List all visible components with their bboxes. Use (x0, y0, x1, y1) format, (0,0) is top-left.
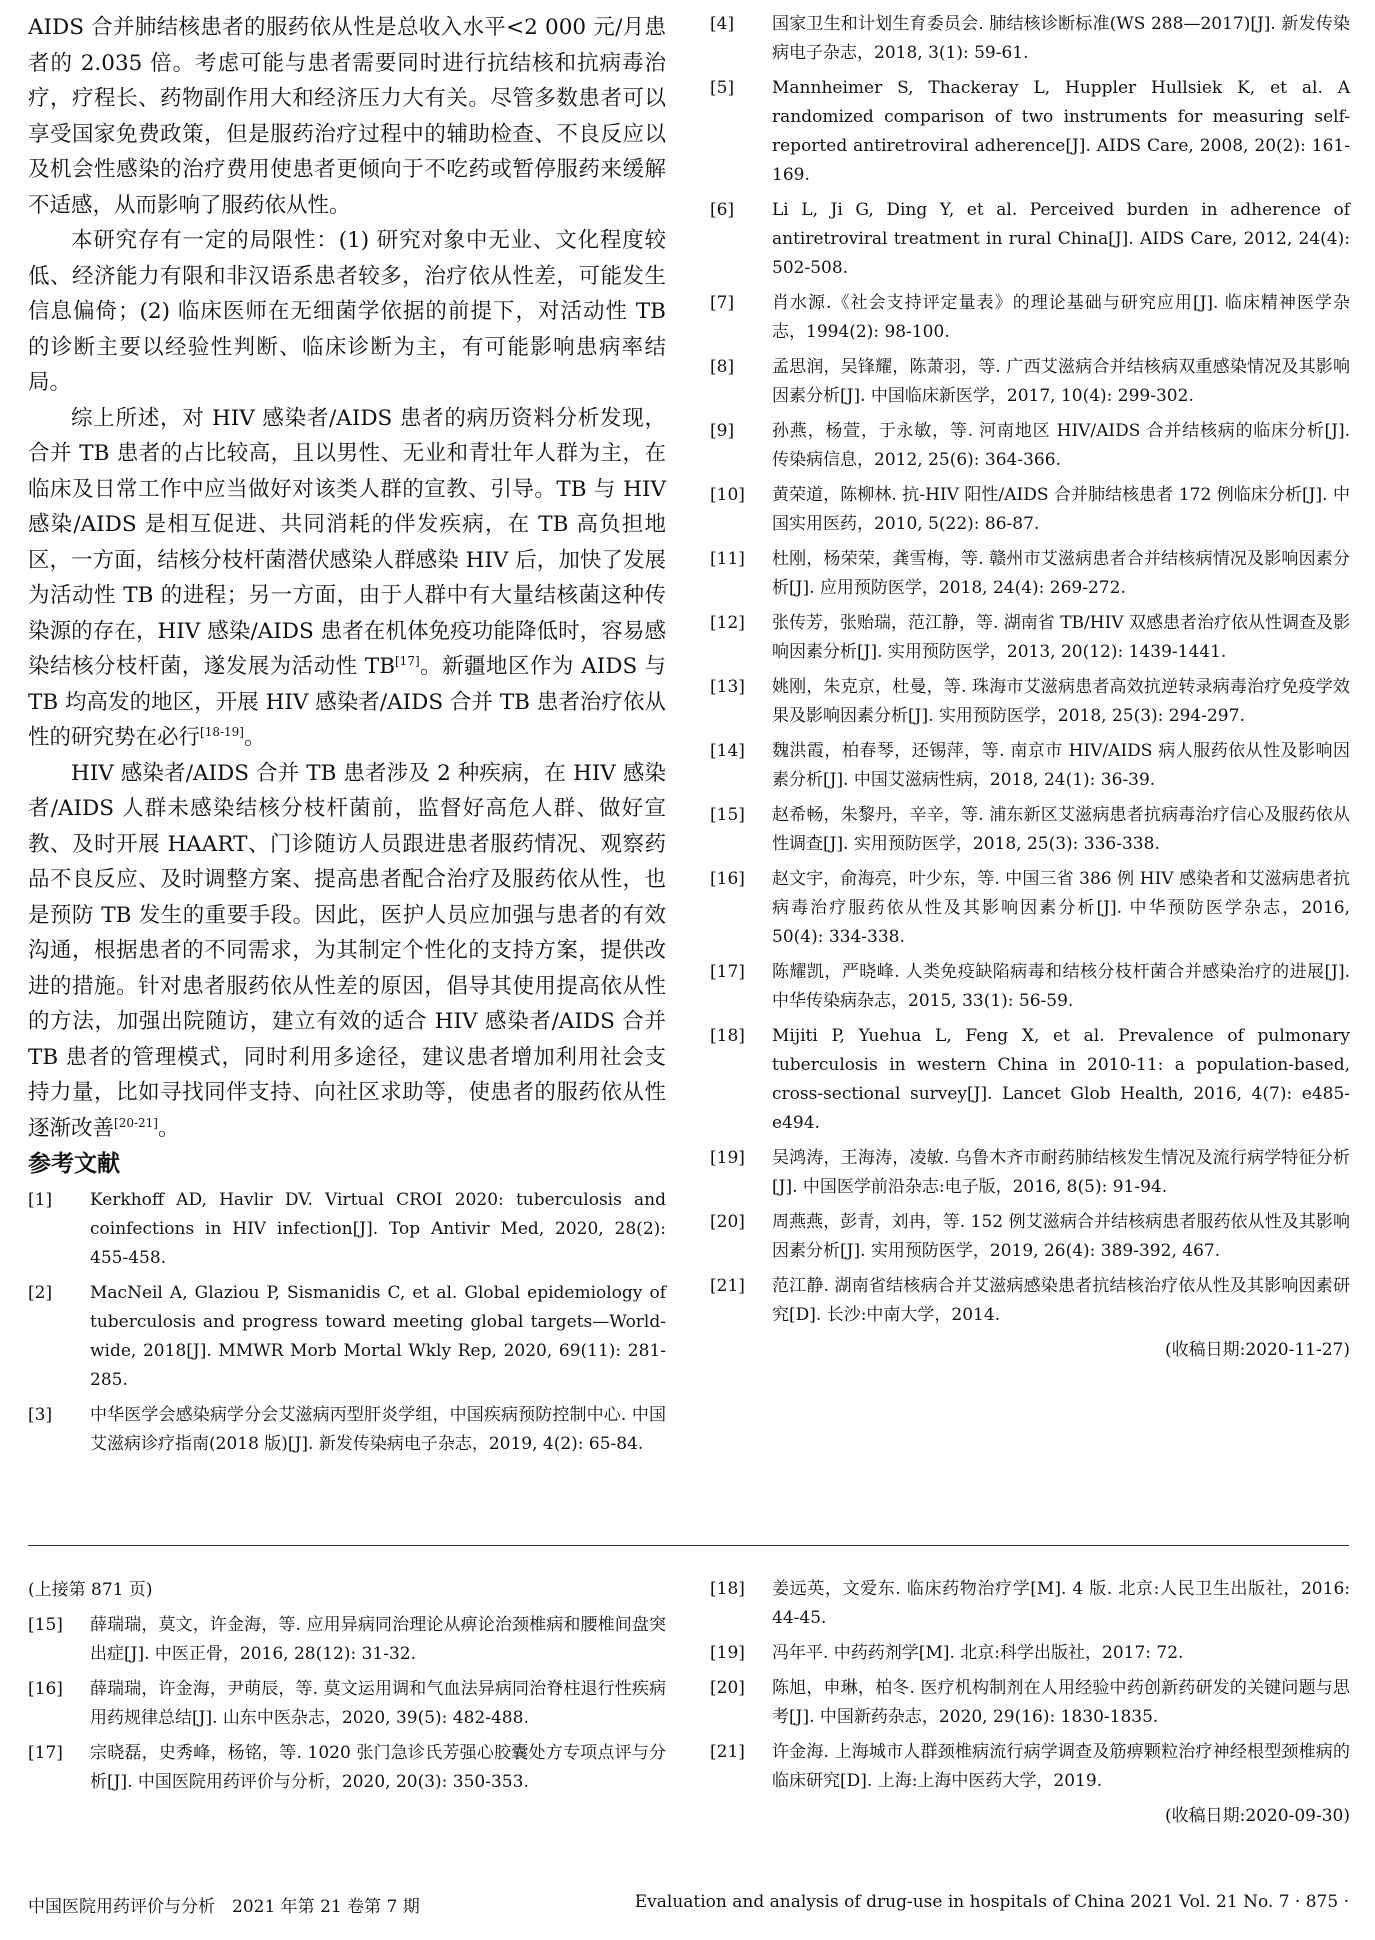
reference-text: 赵希畅，朱黎丹，辛辛，等. 浦东新区艾滋病患者抗病毒治疗信心及服药依从性调查[J]. 实用预防医学，2018, 25(3): 336-338. (772, 805, 1350, 854)
reference-number: [14] (710, 741, 745, 761)
reference-text: 孟思润，吴锋耀，陈萧羽，等. 广西艾滋病合并结核病双重感染情况及其影响因素分析[J]. 中国临床新医学，2017, 10(4): 299-302. (772, 357, 1350, 406)
reference-item (710, 289, 1350, 347)
reference-text: 周燕燕，彭青，刘冉，等. 152 例艾滋病合并结核病患者服药依从性及其影响因素分析[J]. 实用预防医学，2019, 26(4): 389-392, 467. (772, 1212, 1350, 1261)
reference-item (710, 1022, 1350, 1138)
reference-item (710, 1575, 1350, 1633)
reference-text: 孙燕，杨萱，于永敏，等. 河南地区 HIV/AIDS 合并结核病的临床分析[J]. 传染病信息，2012, 25(6): 364-366. (772, 421, 1350, 470)
reference-number: [9] (710, 421, 735, 441)
reference-item (710, 74, 1350, 190)
right-column (710, 10, 1350, 1364)
paragraph-3: 综上所述，对 HIV 感染者/AIDS 患者的病历资料分析发现，合并 TB 患者的占比较高，且以男性、无业和青壮年人群为主，在临床及日常工作中应当做好对该类人群的宣教、引导。TB 与 HIV 感染/AIDS 是相互促进、共同消耗的伴发疾病，在 TB 高负担地区，一方面，结核分枝杆菌潜伏感染人群感染 HIV 后，加快了发展为活动性 TB 的进程；另一方面，由于人群中有大量结核菌这种传染源的存在，HIV 感染/AIDS 患者在机体免疫功能降低时，容易感染结核分枝杆菌，遂发展为活动性 TB[17]。新疆地区作为 AIDS 与 TB 均高发的地区，开展 HIV 感染者/AIDS 合并 TB 患者治疗依从性的研究势在必行[18-19]。 (28, 405, 666, 750)
reference-text: 赵文宇，俞海亮，叶少东，等. 中国三省 386 例 HIV 感染者和艾滋病患者抗病毒治疗服药依从性及其影响因素分析[J]. 中华预防医学杂志，2016, 50(4): 334-338. (772, 869, 1350, 947)
footer-journal-en: Evaluation and analysis of drug-use in hospitals of China 2021 Vol. 21 No. 7 · 875 · (634, 1892, 1349, 1912)
references-heading: 参考文献 (28, 1151, 120, 1177)
reference-text: 姜远英，文爱东. 临床药物治疗学[M]. 4 版. 北京:人民卫生出版社，2016: 44-45. (772, 1579, 1350, 1628)
reference-text: 中华医学会感染病学分会艾滋病丙型肝炎学组，中国疾病预防控制中心. 中国艾滋病诊疗指南(2018 版)[J]. 新发传染病电子杂志，2019, 4(2): 65-84. (90, 1405, 666, 1454)
reference-item (710, 609, 1350, 667)
reference-number: [17] (28, 1743, 63, 1763)
reference-item (710, 801, 1350, 859)
reference-text: 杜刚，杨荣荣，龚雪梅，等. 赣州市艾滋病患者合并结核病情况及影响因素分析[J]. 应用预防医学，2018, 24(4): 269-272. (772, 549, 1350, 598)
reference-item (28, 1675, 666, 1733)
reference-number: [18] (710, 1026, 745, 1046)
reference-number: [10] (710, 485, 745, 505)
reference-item (710, 1272, 1350, 1330)
reference-number: [20] (710, 1212, 745, 1232)
bottom-left-column (28, 1575, 666, 1803)
reference-text: 冯年平. 中药药剂学[M]. 北京:科学出版社，2017: 72. (772, 1643, 1184, 1663)
reference-number: [6] (710, 200, 735, 220)
citation-18-19: [18-19] (200, 724, 244, 739)
reference-number: [12] (710, 613, 745, 633)
references-list-left (28, 1186, 666, 1459)
reference-item (28, 1401, 666, 1459)
bottom-received-date: (收稿日期:2020-09-30) (1164, 1806, 1350, 1826)
reference-number: [8] (710, 357, 735, 377)
reference-text: 吴鸿涛，王海涛，凌敏. 乌鲁木齐市耐药肺结核发生情况及流行病学特征分析[J]. 中国医学前沿杂志:电子版，2016, 8(5): 91-94. (772, 1148, 1350, 1197)
reference-text: 许金海. 上海城市人群颈椎病流行病学调查及筋痹颗粒治疗神经根型颈椎病的临床研究[D]. 上海:上海中医药大学，2019. (772, 1742, 1350, 1791)
reference-number: [21] (710, 1276, 745, 1296)
references-list-right (710, 10, 1350, 1330)
reference-item (710, 417, 1350, 475)
reference-text: 张传芳，张贻瑞，范江静，等. 湖南省 TB/HIV 双感患者治疗依从性调查及影响因素分析[J]. 实用预防医学，2013, 20(12): 1439-1441. (772, 613, 1350, 662)
paragraph-4: HIV 感染者/AIDS 合并 TB 患者涉及 2 种疾病，在 HIV 感染者/AIDS 人群未感染结核分枝杆菌前，监督好高危人群、做好宣教、及时开展 HAART、门诊随访人员跟进患者服药情况、观察药品不良反应、及时调整方案、提高患者配合治疗及服药依从性，也是预防 TB 发生的重要手段。因此，医护人员应加强与患者的有效沟通，根据患者的不同需求，为其制定个性化的支持方案，提供改进的措施。针对患者服药依从性差的原因，倡导其使用提高依从性的方法，加强出院随访，建立有效的适合 HIV 感染者/AIDS 合并 TB 患者的管理模式，同时利用多途径，建议患者增加利用社会支持力量，比如寻找同伴支持、向社区求助等，使患者的服药依从性逐渐改善[20-21]。 (28, 760, 666, 1141)
reference-text: 陈旭，申琳，柏冬. 医疗机构制剂在人用经验中药创新药研发的关键问题与思考[J]. 中国新药杂志，2020, 29(16): 1830-1835. (772, 1678, 1350, 1727)
reference-text: 国家卫生和计划生育委员会. 肺结核诊断标准(WS 288—2017)[J]. 新发传染病电子杂志，2018, 3(1): 59-61. (772, 14, 1350, 63)
reference-text: Li L, Ji G, Ding Y, et al. Perceived burden in adherence of antiretroviral treatment in rural China[J]. AIDS Care, 2012, 24(4): 502-508. (772, 200, 1350, 278)
citation-17: [17] (395, 653, 420, 668)
reference-item (710, 673, 1350, 731)
reference-item (710, 1738, 1350, 1796)
reference-number: [2] (28, 1283, 53, 1303)
reference-item (28, 1186, 666, 1273)
reference-text: 姚刚，朱克京，杜曼，等. 珠海市艾滋病患者高效抗逆转录病毒治疗免疫学效果及影响因素分析[J]. 实用预防医学，2018, 25(3): 294-297. (772, 677, 1350, 726)
reference-text: 肖水源.《社会支持评定量表》的理论基础与研究应用[J]. 临床精神医学杂志，1994(2): 98-100. (772, 293, 1350, 342)
reference-text: 范江静. 湖南省结核病合并艾滋病感染患者抗结核治疗依从性及其影响因素研究[D]. 长沙:中南大学，2014. (772, 1276, 1350, 1325)
footer-journal-cn: 中国医院用药评价与分析 2021 年第 21 卷第 7 期 (28, 1897, 420, 1917)
reference-number: [11] (710, 549, 745, 569)
reference-number: [20] (710, 1678, 745, 1698)
reference-number: [17] (710, 962, 745, 982)
reference-item (710, 1208, 1350, 1266)
continued-note: (上接第 871 页) (28, 1580, 153, 1600)
reference-number: [19] (710, 1148, 745, 1168)
reference-item (28, 1611, 666, 1669)
reference-number: [19] (710, 1643, 745, 1663)
reference-text: MacNeil A, Glaziou P, Sismanidis C, et al. Global epidemiology of tuberculosis and progress toward meeting global targets—World-wide, 2018[J]. MMWR Morb Mortal Wkly Rep, 2020, 69(11): 281-285. (90, 1283, 666, 1390)
reference-text: 魏洪霞，柏春琴，还锡萍，等. 南京市 HIV/AIDS 病人服药依从性及影响因素分析[J]. 中国艾滋病性病，2018, 24(1): 36-39. (772, 741, 1350, 790)
bottom-references-right (710, 1575, 1350, 1796)
section-divider (28, 1545, 1349, 1546)
reference-text: Mannheimer S, Thackeray L, Huppler Hullsiek K, et al. A randomized comparison of two instruments for measuring self-reported antiretroviral adherence[J]. AIDS Care, 2008, 20(2): 161-169. (772, 78, 1350, 185)
left-column (28, 10, 666, 1465)
reference-item (710, 865, 1350, 952)
reference-number: [15] (710, 805, 745, 825)
reference-text: 薛瑞瑞，莫文，许金海，等. 应用异病同治理论从痹论治颈椎病和腰椎间盘突出症[J]. 中医正骨，2016, 28(12): 31-32. (90, 1615, 666, 1664)
reference-item (710, 481, 1350, 539)
reference-number: [18] (710, 1579, 745, 1599)
reference-number: [15] (28, 1615, 63, 1635)
reference-item (28, 1739, 666, 1797)
reference-number: [16] (28, 1679, 63, 1699)
reference-text: Mijiti P, Yuehua L, Feng X, et al. Prevalence of pulmonary tuberculosis in western China in 2010-11: a population-based, cross-sectional survey[J]. Lancet Glob Health, 2016, 4(7): e485-e494. (772, 1026, 1350, 1133)
reference-text: 宗晓磊，史秀峰，杨铭，等. 1020 张门急诊氏芳强心胶囊处方专项点评与分析[J]. 中国医院用药评价与分析，2020, 20(3): 350-353. (90, 1743, 666, 1792)
reference-item (710, 545, 1350, 603)
paragraph-2: 本研究存有一定的局限性：(1) 研究对象中无业、文化程度较低、经济能力有限和非汉语系患者较多，治疗依从性差，可能发生信息偏倚；(2) 临床医师在无细菌学依据的前提下，对活动性 TB 的诊断主要以经验性判断、临床诊断为主，有可能影响患病率结局。 (28, 228, 666, 395)
bottom-right-column (710, 1575, 1350, 1830)
paragraph-1: AIDS 合并肺结核患者的服药依从性是总收入水平<2 000 元/月患者的 2.035 倍。考虑可能与患者需要同时进行抗结核和抗病毒治疗，疗程长、药物副作用大和经济压力大有关。尽管多数患者可以享受国家免费政策，但是服药治疗过程中的辅助检查、不良反应以及机会性感染的治疗费用使患者更倾向于不吃药或暂停服药来缓解不适感，从而影响了服药依从性。 (28, 15, 666, 218)
reference-item (710, 353, 1350, 411)
reference-item (710, 958, 1350, 1016)
reference-number: [3] (28, 1405, 53, 1425)
reference-item (710, 737, 1350, 795)
reference-number: [4] (710, 14, 735, 34)
reference-item (710, 196, 1350, 283)
reference-number: [7] (710, 293, 735, 313)
reference-item (28, 1279, 666, 1395)
bottom-references-left (28, 1611, 666, 1797)
reference-number: [16] (710, 869, 745, 889)
reference-number: [13] (710, 677, 745, 697)
page-footer (28, 1892, 1349, 1917)
reference-number: [1] (28, 1190, 53, 1210)
reference-text: 陈耀凯，严晓峰. 人类免疫缺陷病毒和结核分枝杆菌合并感染治疗的进展[J]. 中华传染病杂志，2015, 33(1): 56-59. (772, 962, 1350, 1011)
reference-item (710, 10, 1350, 68)
reference-number: [5] (710, 78, 735, 98)
reference-text: Kerkhoff AD, Havlir DV. Virtual CROI 2020: tuberculosis and coinfections in HIV infection[J]. Top Antivir Med, 2020, 28(2): 455-458. (90, 1190, 666, 1268)
reference-item (710, 1674, 1350, 1732)
citation-20-21: [20-21] (114, 1115, 158, 1130)
reference-text: 薛瑞瑞，许金海，尹萌辰，等. 莫文运用调和气血法异病同治脊柱退行性疾病用药规律总结[J]. 山东中医杂志，2020, 39(5): 482-488. (90, 1679, 666, 1728)
received-date: (收稿日期:2020-11-27) (1164, 1340, 1350, 1360)
reference-number: [21] (710, 1742, 745, 1762)
reference-text: 黄荣道，陈柳林. 抗-HIV 阳性/AIDS 合并肺结核患者 172 例临床分析[J]. 中国实用医药，2010, 5(22): 86-87. (772, 485, 1350, 534)
reference-item (710, 1639, 1350, 1668)
reference-item (710, 1144, 1350, 1202)
